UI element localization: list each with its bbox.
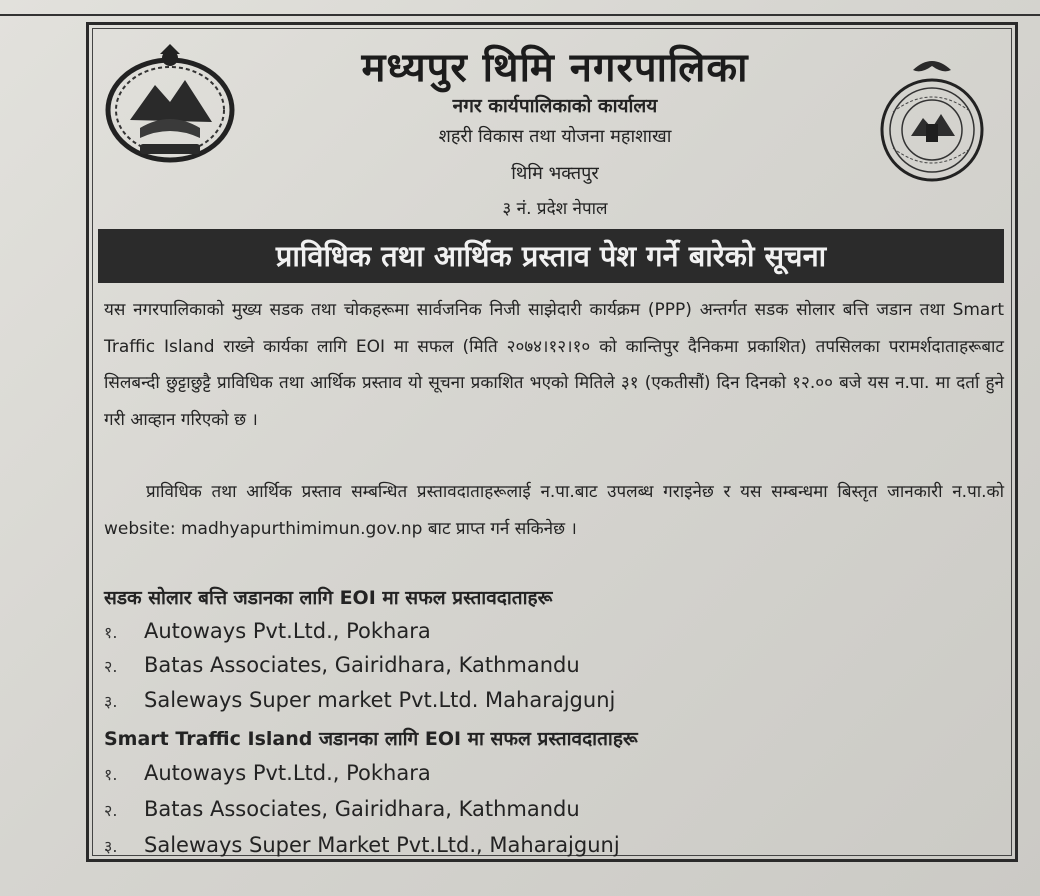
list-item [104,761,431,785]
notice-title: प्राविधिक तथा आर्थिक प्रस्ताव पेश गर्ने बारेको सूचना [275,239,827,273]
list-item [104,653,580,677]
municipality-title: मध्यपुर थिमि नगरपालिका [361,45,749,91]
notice-paragraph-2-text: प्राविधिक तथा आर्थिक प्रस्ताव सम्बन्धित प्रस्तावदाताहरूलाई न.पा.बाट उपलब्ध गराइनेछ र यस सम्बन्धमा बिस्तृत जानकारी न.पा.को website: madhyapurthimimun.gov.np बाट प्राप्त गर्न सकिनेछ । [104,482,1004,539]
list-item-text: Batas Associates, Gairidhara, Kathmandu [144,653,580,677]
list-item [104,619,431,643]
list-item [104,797,580,821]
list-number: १. [104,765,118,784]
notice-paragraph-1: यस नगरपालिकाको मुख्य सडक तथा चोकहरूमा सार्वजनिक निजी साझेदारी कार्यक्रम (PPP) अन्तर्गत सडक सोलार बत्ति जडान तथा Smart Traffic Island राख्ने कार्यका लागि EOI मा सफल (मिति २०७४।१२।१० को कान्तिपुर दैनिकमा प्रकाशित) तपसिलका परामर्शदाताहरूबाट सिलबन्दी छुट्टाछुट्टै प्राविधिक तथा आर्थिक प्रस्ताव यो सूचना प्रकाशित भएको मितिले ३१ (एकतीसौं) दिन दिनको १२.०० बजे यस न.पा. मा दर्ता हुने गरी आव्हान गरिएको छ । [104,300,1004,430]
notice-paragraph-2 [104,474,1004,547]
address-line: थिमि भक्तपुर [511,163,599,184]
list-number: १. [104,623,118,642]
list-number: २. [104,801,118,820]
list-item-text: Batas Associates, Gairidhara, Kathmandu [144,797,580,821]
list-item [104,688,615,712]
list-item [104,833,620,857]
section-2-heading: Smart Traffic Island जडानका लागि EOI मा सफल प्रस्तावदाताहरू [104,728,638,750]
list-number: ३. [104,837,118,856]
list-item-text: Autoways Pvt.Ltd., Pokhara [144,761,431,785]
list-item-text: Saleways Super market Pvt.Ltd. Maharajgunj [144,688,616,712]
province-line: ३ नं. प्रदेश नेपाल [502,199,608,219]
nepal-emblem-icon [100,40,240,165]
list-item-text: Saleways Super Market Pvt.Ltd., Maharajgunj [144,833,620,857]
top-divider [0,0,1040,16]
list-number: २. [104,657,118,676]
section-1-heading: सडक सोलार बत्ति जडानका लागि EOI मा सफल प्रस्तावदाताहरू [104,587,553,609]
division-name: शहरी विकास तथा योजना महाशाखा [438,126,672,147]
list-item-text: Autoways Pvt.Ltd., Pokhara [144,619,431,643]
list-number: ३. [104,692,118,711]
municipality-seal-icon [873,52,991,182]
office-name: नगर कार्यपालिकाको कार्यालय [452,95,658,117]
